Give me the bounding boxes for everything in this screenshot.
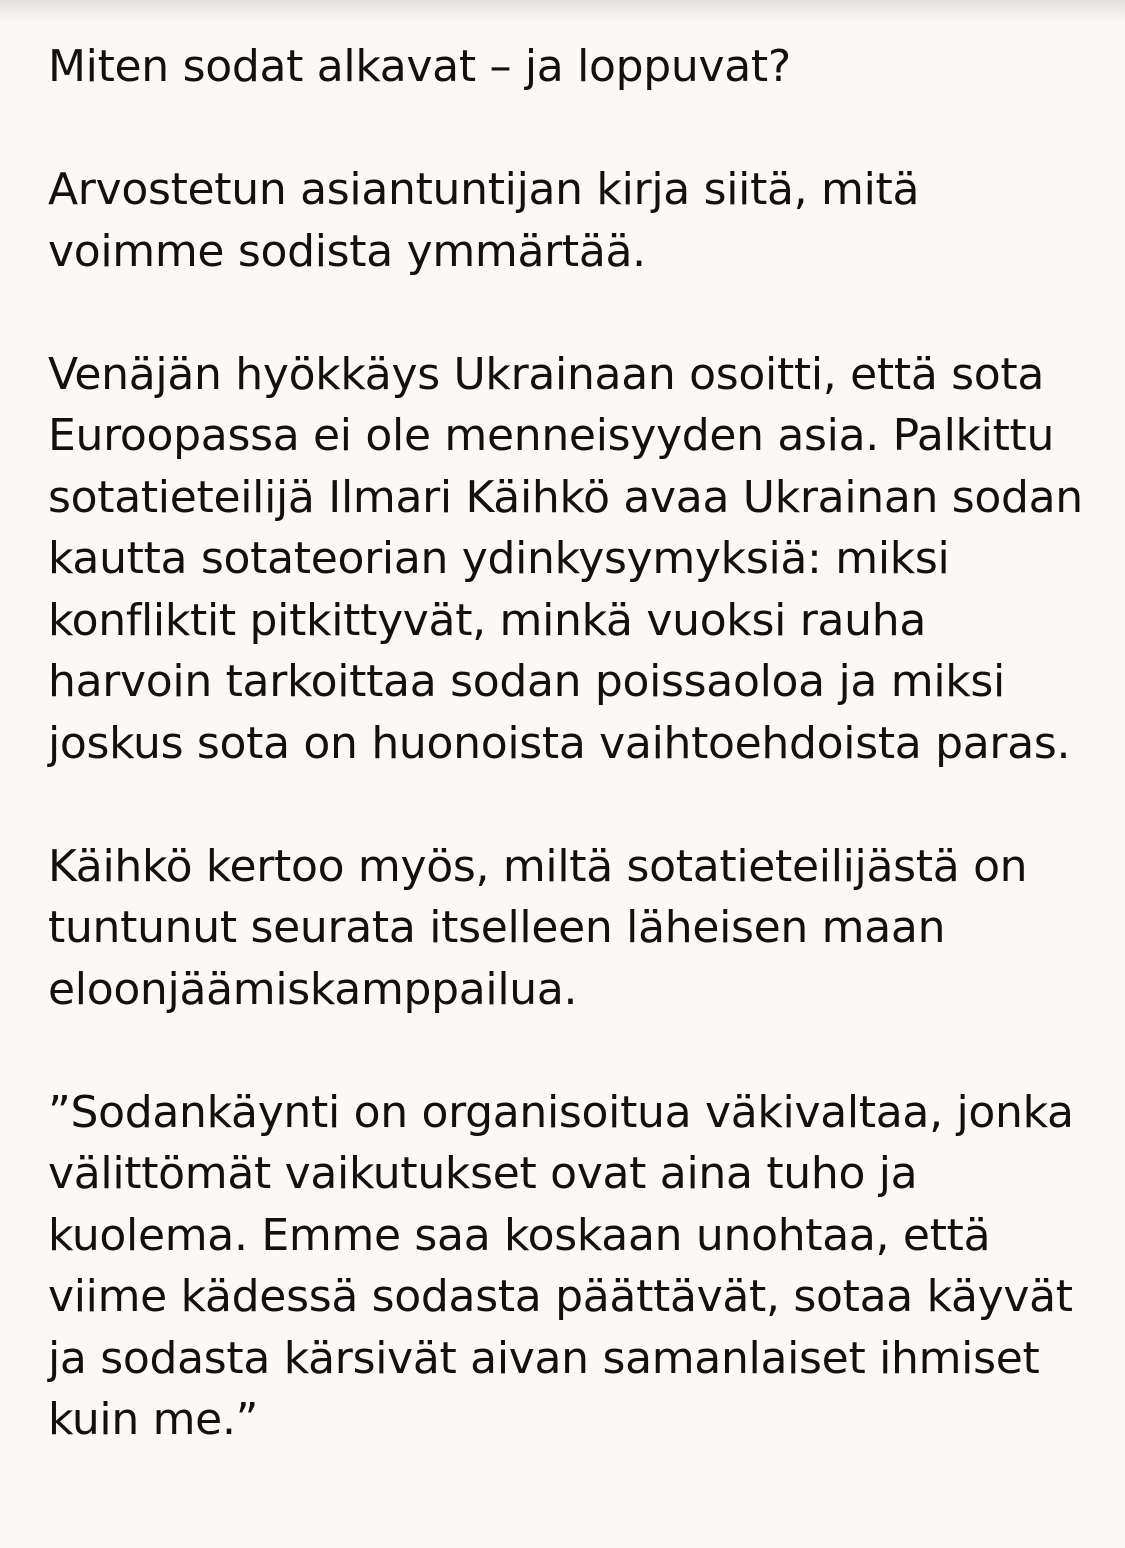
subheadline: Arvostetun asiantuntijan kirja siitä, mitä voimme sodista ymmärtää.: [48, 164, 920, 277]
headline: Miten sodat alkavat – ja loppuvat?: [48, 41, 791, 92]
quote-paragraph: ”Sodankäynti on organisoitua väkivaltaa, jonka välittömät vaikutukset ovat aina tuho ja kuolema. Emme saa koskaan unohtaa, että viime kädessä sodasta päättävät, sotaa käyvät ja sodasta kärsivät aivan samanlaiset ihmiset kuin me.”: [48, 1086, 1074, 1445]
body-paragraph: Venäjän hyökkäys Ukrainaan osoitti, että sota Euroopassa ei ole menneisyyden asia. Palkittu sotatieteilijä Ilmari Käihkö avaa Ukrainan sodan kautta sotateorian ydinkysymyksiä: miksi konfliktit pitkittyvät, minkä vuoksi rauha harvoin tarkoittaa sodan poissaoloa ja miksi joskus sota on huonoista vaihtoehdoista paras.: [48, 348, 1083, 769]
book-description: [48, 36, 1098, 1451]
body-paragraph: Käihkö kertoo myös, miltä sotatieteilijästä on tuntunut seurata itselleen läheisen maan eloonjäämiskamppailua.: [48, 840, 1028, 1015]
top-edge-shadow: [0, 0, 1125, 22]
